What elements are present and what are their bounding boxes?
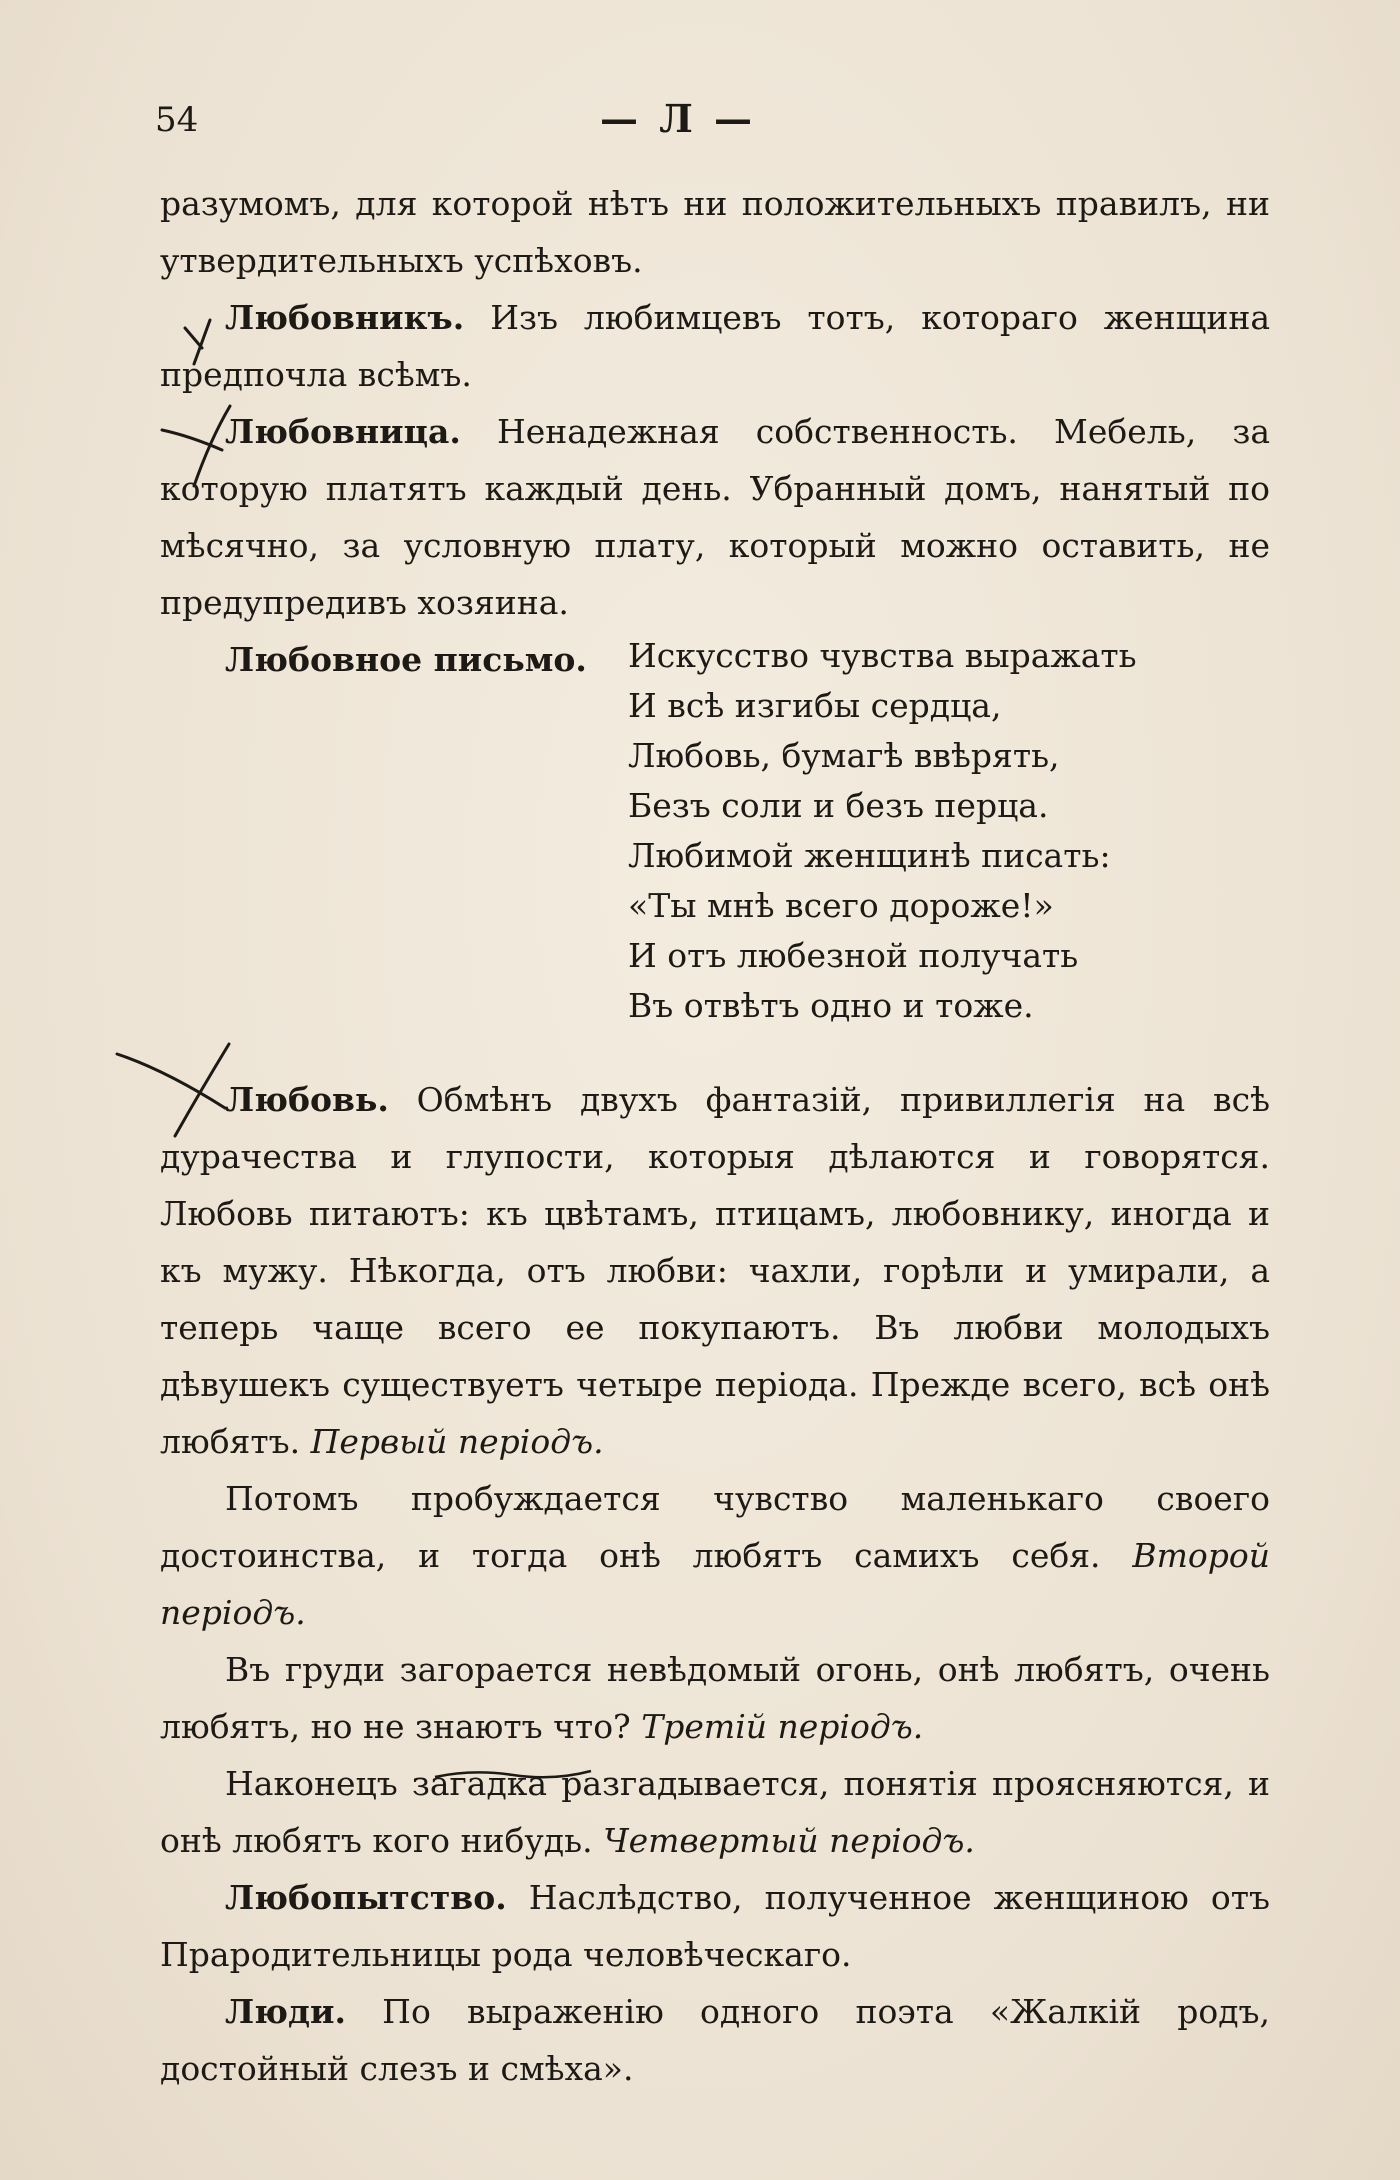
- paragraph-fourth-period: [160, 1755, 1270, 1869]
- entry-term: Любовное письмо.: [225, 640, 587, 679]
- poem-line: И отъ любезной получать: [628, 936, 1079, 975]
- entry-lyubovnoe-pismo: [160, 631, 1270, 1031]
- page-number: 54: [155, 100, 199, 140]
- poem-line: Искусство чувства выражать: [628, 636, 1137, 675]
- poem-line: Въ отвѣтъ одно и тоже.: [628, 986, 1034, 1025]
- entry-text: Обмѣнъ двухъ фантазій, привиллегія на всѣ дурачества и глупости, которыя дѣлаются и говорятся. Любовь питаютъ: къ цвѣтамъ, птицамъ, любовнику, иногда и къ мужу. Нѣкогда, отъ любви: чахли, горѣли и умирали, а теперь чаще всего ее покупаютъ. Въ любви молодыхъ дѣвушекъ существуетъ четыре періода. Прежде всего, всѣ онѣ любятъ.: [160, 1080, 1270, 1461]
- entry-term: Люди.: [225, 1992, 346, 2031]
- entry-lyubopytstvo: [160, 1869, 1270, 1983]
- paragraph-third-period: [160, 1641, 1270, 1755]
- poem-line: «Ты мнѣ всего дороже!»: [628, 886, 1054, 925]
- body-text: [160, 175, 1270, 2097]
- entry-text: Изъ любимцевъ тотъ, котораго женщина предпочла всѣмъ.: [160, 298, 1270, 394]
- entry-lyubovnitsa: [160, 403, 1270, 631]
- entry-text: По выраженію одного поэта «Жалкій родъ, достойный слезъ и смѣха».: [160, 1992, 1270, 2088]
- page-header: [155, 92, 1275, 142]
- entry-text: Ненадежная собственность. Мебель, за которую платятъ каждый день. Убранный домъ, нанятый по мѣсячно, за условную плату, который можно оставить, не предупредивъ хозяина.: [160, 412, 1270, 622]
- entry-text: Наслѣдство, полученное женщиною отъ Прародительницы рода человѣческаго.: [160, 1878, 1270, 1974]
- paragraph-text: Въ груди загорается невѣдомый огонь, онѣ любятъ, очень любятъ, но не знаютъ что?: [160, 1650, 1270, 1746]
- entry-term: Любовь.: [225, 1080, 389, 1119]
- running-head: — Л —: [600, 96, 757, 141]
- period-label: Третій періодъ.: [641, 1707, 924, 1746]
- entry-lyubovnik: [160, 289, 1270, 403]
- entry-lyudi: [160, 1983, 1270, 2097]
- poem-line: Любимой женщинѣ писать:: [628, 836, 1111, 875]
- paragraph-continuation: разумомъ, для которой нѣтъ ни положительныхъ правилъ, ни утвердительныхъ успѣховъ.: [160, 184, 1270, 280]
- period-label: Второй періодъ.: [160, 1536, 1270, 1632]
- period-label: Четвертый періодъ.: [603, 1821, 975, 1860]
- pencil-underline-mark: [433, 1767, 593, 1783]
- poem-line: Безъ соли и безъ перца.: [628, 786, 1049, 825]
- paragraph-text: Потомъ пробуждается чувство маленькаго своего достоинства, и тогда онѣ любятъ самихъ себя.: [160, 1479, 1270, 1575]
- entry-term: Любовникъ.: [225, 298, 465, 337]
- period-label: Первый періодъ.: [310, 1422, 604, 1461]
- paragraph-text: Наконецъ загадка разгадывается, понятія проясняются, и онѣ любятъ кого нибудь.: [160, 1764, 1270, 1860]
- entry-term: Любовница.: [225, 412, 461, 451]
- poem: [628, 631, 1137, 1031]
- entry-term: Любопытство.: [225, 1878, 507, 1917]
- poem-line: И всѣ изгибы сердца,: [628, 686, 1002, 725]
- poem-line: Любовь, бумагѣ ввѣрять,: [628, 736, 1060, 775]
- entry-lyubov: [160, 1071, 1270, 1470]
- paragraph-second-period: [160, 1470, 1270, 1641]
